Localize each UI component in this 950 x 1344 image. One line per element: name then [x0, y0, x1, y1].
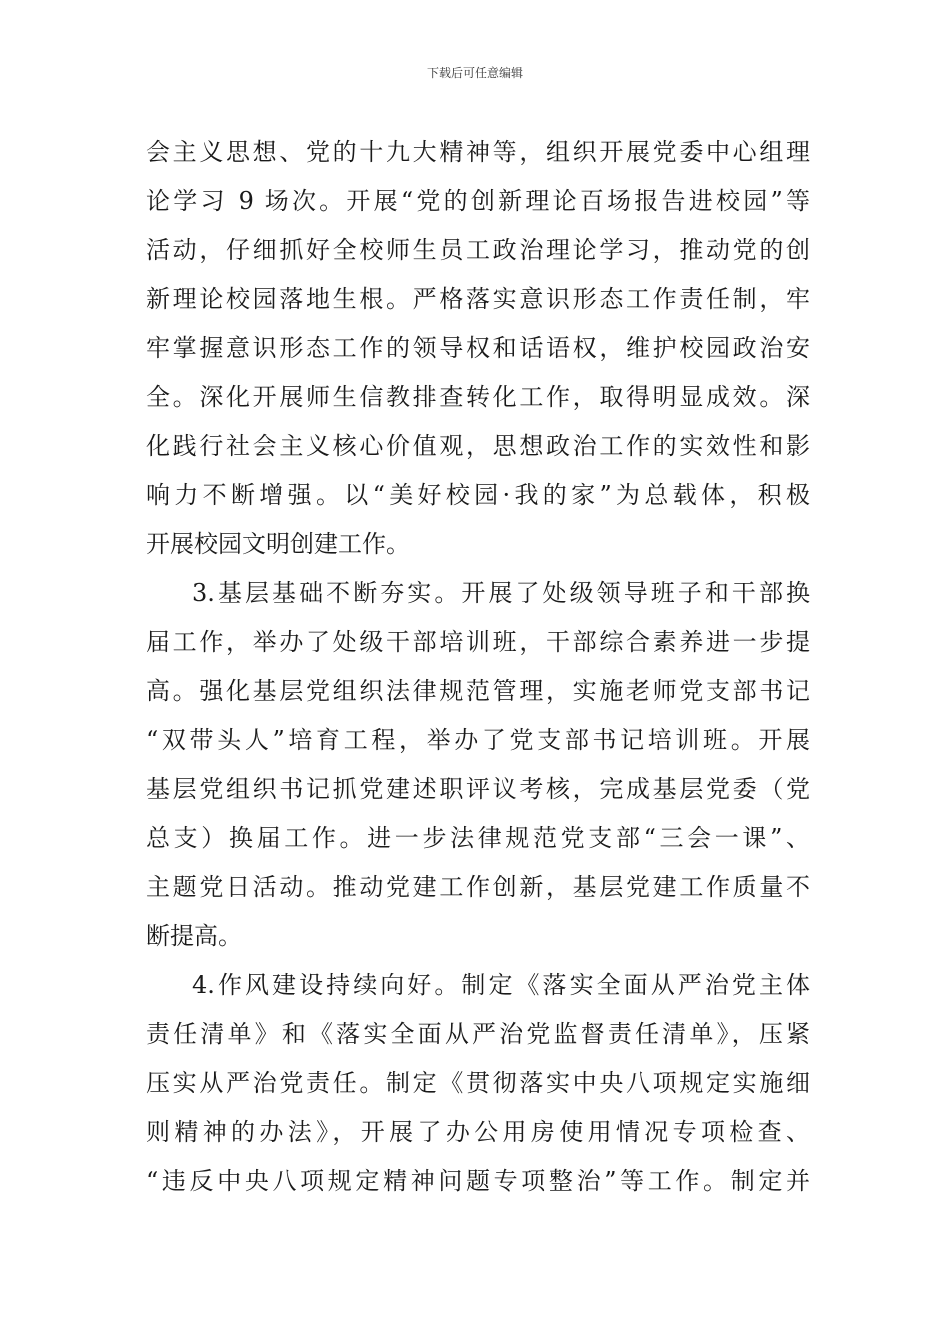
text-line: 4.作风建设持续向好。制定《落实全面从严治党主体 — [192, 971, 810, 999]
text-line: 则精神的办法》，开展了办公用房使用情况专项检查、 — [146, 1118, 810, 1146]
text-line: 压实从严治党责任。制定《贯彻落实中央八项规定实施细 — [146, 1069, 810, 1097]
text-line: 届工作，举办了处级干部培训班，干部综合素养进一步提 — [146, 628, 810, 656]
text-line: 牢掌握意识形态工作的领导权和话语权，维护校园政治安 — [146, 334, 810, 362]
text-line: 化践行社会主义核心价值观，思想政治工作的实效性和影 — [146, 432, 810, 460]
text-line: 总支）换届工作。进一步法律规范党支部“三会一课”、 — [146, 824, 810, 852]
text-line: 开展校园文明创建工作。 — [146, 530, 410, 558]
document-body — [146, 128, 810, 1206]
text-line: 会主义思想、党的十九大精神等，组织开展党委中心组理 — [146, 138, 810, 166]
text-line: “双带头人”培育工程，举办了党支部书记培训班。开展 — [146, 726, 810, 754]
text-line: 新理论校园落地生根。严格落实意识形态工作责任制，牢 — [146, 285, 810, 313]
text-line: 断提高。 — [146, 922, 242, 950]
text-line: 活动，仔细抓好全校师生员工政治理论学习，推动党的创 — [146, 236, 810, 264]
text-line: “违反中央八项规定精神问题专项整治”等工作。制定并 — [146, 1167, 810, 1195]
text-line: 责任清单》和《落实全面从严治党监督责任清单》，压紧 — [146, 1020, 810, 1048]
page-header: 下载后可任意编辑 — [426, 66, 523, 80]
text-line: 高。强化基层党组织法律规范管理，实施老师党支部书记 — [146, 677, 810, 705]
text-line: 3.基层基础不断夯实。开展了处级领导班子和干部换 — [192, 579, 810, 607]
text-line: 主题党日活动。推动党建工作创新，基层党建工作质量不 — [146, 873, 810, 901]
text-line: 全。深化开展师生信教排查转化工作，取得明显成效。深 — [146, 383, 810, 411]
text-line: 响力不断增强。以“美好校园·我的家”为总载体，积极 — [146, 481, 810, 509]
text-line: 论学习 9 场次。开展“党的创新理论百场报告进校园”等 — [146, 187, 810, 215]
text-line: 基层党组织书记抓党建述职评议考核，完成基层党委（党 — [146, 775, 810, 803]
